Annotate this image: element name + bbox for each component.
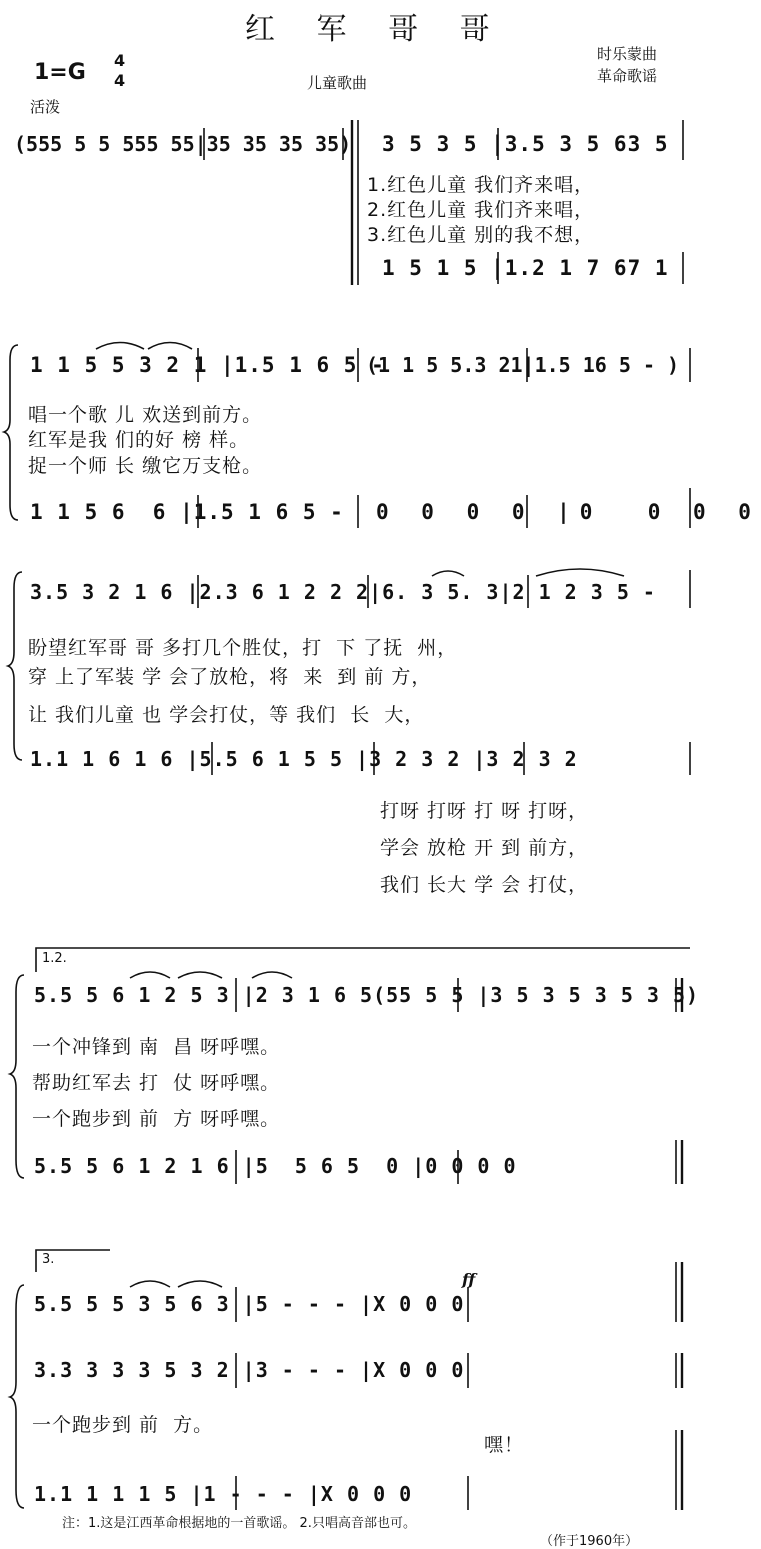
- slur: [432, 571, 464, 576]
- volta-bracket: [36, 1250, 110, 1272]
- slur: [252, 972, 292, 978]
- slur: [536, 569, 624, 576]
- s2-lower-rests: 0 0 0 0 |0 0 0 0: [376, 500, 761, 524]
- source-label: 革命歌谣: [597, 67, 658, 85]
- s2-lower-notes: 1 1 5 6 6 |1.5 1 6 5 -: [30, 500, 344, 524]
- s3-lower-notes: 1.1 1 6 1 6 |5.5 6 1 5 5 |3 2 3 2 |3 2 3 2: [30, 747, 578, 771]
- system-brace: [4, 345, 18, 520]
- s3-lower-lyric-2: 学会 放枪 开 到 前方，: [380, 837, 589, 859]
- s4-volta-label: 1.2.: [42, 951, 67, 966]
- s1-upper-notes: 3 5 3 5 |3.5 3 5 63 5: [382, 132, 669, 156]
- s4-lyric-1: 一个冲锋到 南 昌 呀呼嘿。: [32, 1036, 281, 1058]
- system-brace: [10, 1285, 24, 1508]
- composer-label: 时乐蒙曲: [597, 45, 658, 63]
- s5-shout: 嘿！: [484, 1434, 525, 1456]
- song-title: 红 军 哥 哥: [245, 12, 506, 47]
- s1-lyric-1: 1.红色儿童 我们齐来唱，: [367, 174, 595, 196]
- s3-lyric-3: 让 我们儿童 也 学会打仗，等 我们 长 大，: [28, 704, 425, 726]
- tempo-marking: 活泼: [30, 98, 61, 116]
- dynamic-marking: ff: [462, 1270, 476, 1289]
- slur: [178, 1281, 222, 1287]
- s5-middle-notes: 3.3 3 3 3 5 3 2 |3 - - - |X 0 0 0: [34, 1358, 465, 1382]
- s3-lyric-2: 穿 上了军装 学 会了放枪，将 来 到 前 方，: [28, 666, 432, 688]
- s4-lower-notes: 5.5 5 6 1 2 1 6 |5 5 6 5 0 |0 0 0 0: [34, 1154, 517, 1178]
- s2-upper-notes: 1 1 5 5 3 2 1 |1.5 1 6 5 -: [30, 353, 385, 377]
- s5-upper-notes: 5.5 5 5 3 5 6 3 |5 - - - |X 0 0 0: [34, 1292, 465, 1316]
- s2-lyric-1: 唱一个歌 儿 欢送到前方。: [28, 404, 263, 426]
- slur: [96, 343, 144, 350]
- time-signature-top: 4: [114, 51, 126, 70]
- s2-lyric-2: 红军是我 们的好 榜 样。: [28, 429, 250, 451]
- s1-lyric-3: 3.红色儿童 别的我不想，: [367, 224, 595, 246]
- s5-lower-notes: 1.1 1 1 1 5 |1 - - - |X 0 0 0: [34, 1482, 413, 1506]
- s4-upper-notes: 5.5 5 6 1 2 5 3 |2 3 1 6 5(55 5 5 |3 5 3 5 3 5 3 5): [34, 983, 700, 1007]
- intro-notes: (555 5 5 555 55|35 35 35 35): [14, 132, 352, 156]
- footnote-tail: （作于1960年）: [540, 1534, 639, 1549]
- s3-lyric-1: 盼望红军哥 哥 多打几个胜仗，打 下 了抚 州，: [28, 637, 458, 659]
- genre-label: 儿童歌曲: [307, 74, 368, 92]
- s2-interlude-notes: (1 1 5 5.3 21|1.5 16 5 - ): [366, 353, 680, 377]
- s4-lyric-3: 一个跑步到 前 方 呀呼嘿。: [32, 1108, 281, 1130]
- footnote: 注：1.这是江西革命根据地的一首歌谣。 2.只唱高音部也可。: [62, 1516, 416, 1531]
- time-signature-bottom: 4: [114, 71, 126, 90]
- key-signature: 1=G: [34, 60, 86, 85]
- s2-lyric-3: 捉一个师 长 缴它万支枪。: [28, 455, 263, 477]
- slur: [178, 972, 222, 978]
- s1-lower-notes: 1 5 1 5 |1.2 1 7 67 1: [382, 256, 669, 280]
- s5-lyric: 一个跑步到 前 方。: [32, 1414, 214, 1436]
- system-brace: [10, 975, 24, 1178]
- slur: [148, 343, 192, 350]
- volta-bracket: [36, 948, 690, 972]
- system-brace: [8, 572, 22, 760]
- s5-volta-label: 3.: [42, 1252, 55, 1267]
- s3-upper-notes: 3.5 3 2 1 6 |2.3 6 1 2 2 2|6. 3 5. 3|2 1 2 3 5 -: [30, 580, 656, 604]
- s4-lyric-2: 帮助红军去 打 仗 呀呼嘿。: [32, 1072, 281, 1094]
- s3-lower-lyric-1: 打呀 打呀 打 呀 打呀，: [380, 800, 589, 822]
- s3-lower-lyric-3: 我们 长大 学 会 打仗，: [380, 874, 589, 896]
- slur: [130, 972, 170, 978]
- s1-lyric-2: 2.红色儿童 我们齐来唱，: [367, 199, 595, 221]
- slur: [130, 1281, 170, 1287]
